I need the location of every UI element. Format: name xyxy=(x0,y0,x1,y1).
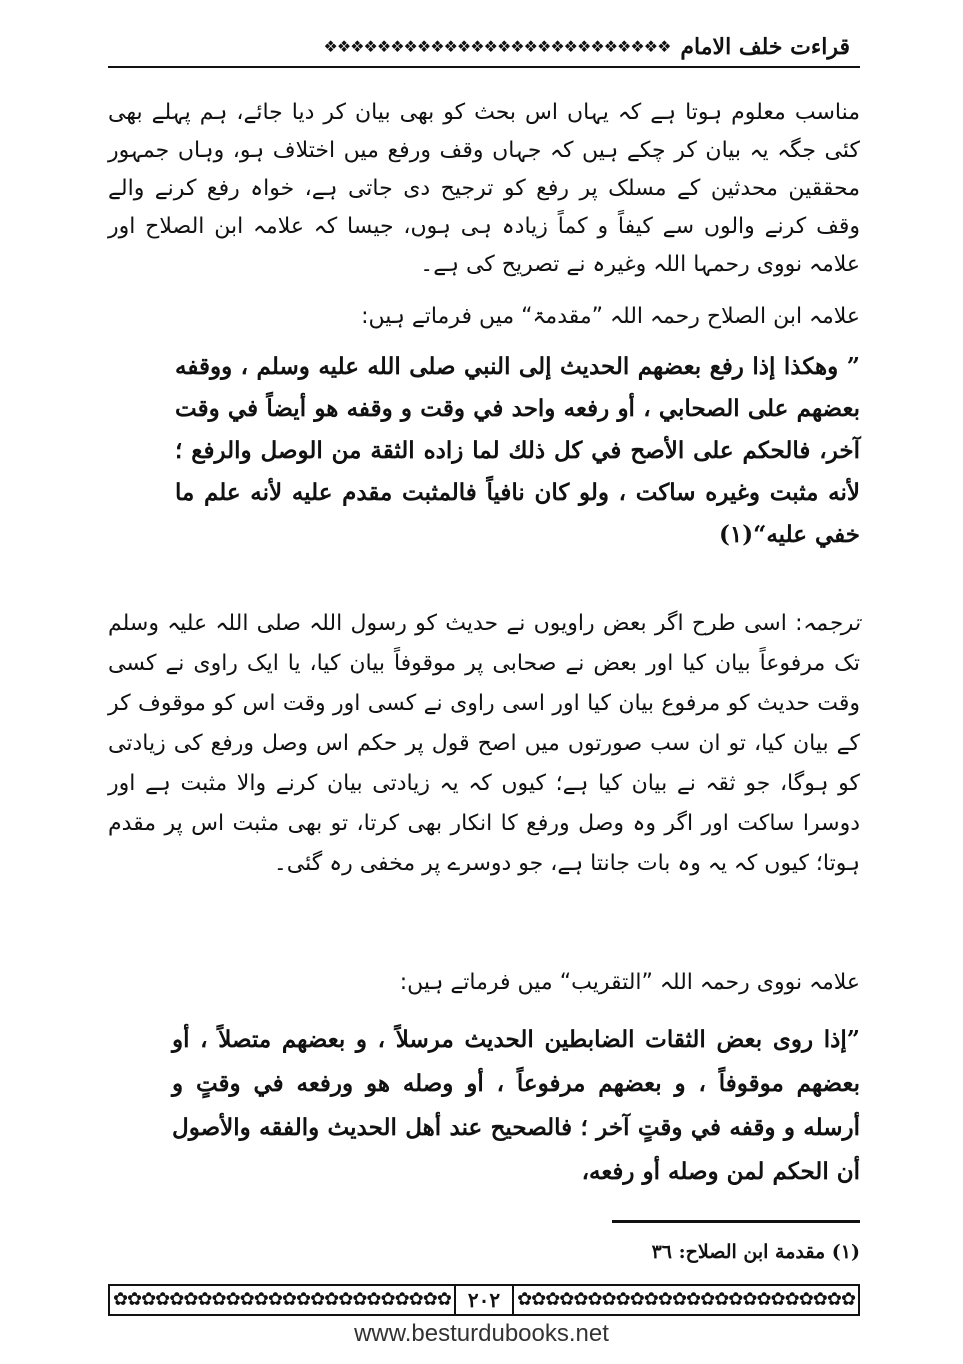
running-title: قراءت خلف الامام xyxy=(680,34,850,60)
watermark-url: www.besturdubooks.net xyxy=(354,1320,609,1347)
heading-nawawi: علامہ نووی رحمہ اللہ ”التقریب“ میں فرماتے ہیں: xyxy=(399,970,860,995)
page-number: ٢٠٢ xyxy=(454,1286,514,1314)
intro-paragraph: مناسب معلوم ہوتا ہے کہ یہاں اس بحث کو بھی بیان کر دیا جائے، ہم پہلے بھی کئی جگہ یہ بیان کر چکے ہیں کہ جہاں وقف ورفع میں اختلاف ہو، وہاں جمہور محققین محدثین کے مسلک پر رفع کو ترجیح دی جاتی ہے، خواہ رفع کرنے والے وقف کرنے والوں سے کیفاً و کماً زیادہ ہی ہوں، جیسا کہ علامہ ابن الصلاح اور علامہ نووی رحمہا اللہ وغیرہ نے تصریح کی ہے۔ xyxy=(108,100,860,277)
translation-label: ترجمہ xyxy=(802,611,860,636)
footnote-rule xyxy=(612,1220,860,1223)
header-ornament-right: ❖❖❖❖❖❖❖❖❖❖❖❖❖❖❖❖❖❖❖❖❖❖❖❖❖❖ xyxy=(323,38,671,56)
footer-ornament-right: ✿✿✿✿✿✿✿✿✿✿✿✿✿✿✿✿✿✿✿✿✿✿✿✿ xyxy=(517,1289,856,1310)
arabic-quote-taqrib: ”إذا روى بعض الثقات الضابطين الحديث مرسلاً ، و بعضهم متصلاً ، أو بعضهم موقوفاً ، و بعضهم مرفوعاً ، أو وصله هو ورفعه في وقتٍ و أرسله و وقفه في وقتٍ آخر ؛ فالصحيح عند أهل الحديث والفقه والأصول أن الحكم لمن وصله أو رفعه، xyxy=(172,1026,860,1185)
page-footer xyxy=(108,1284,860,1316)
arabic-quote-muqaddima: ” وهكذا إذا رفع بعضهم الحديث إلى النبي صلى الله عليه وسلم ، ووقفه بعضهم على الصحابي ، أو رفعه واحد في وقت و وقفه هو أيضاً في وقت آخر، فالحكم على الأصح في كل ذلك لما زاده الثقة من الوصل والرفع ؛ لأنه مثبت وغيره ساكت ، ولو كان نافياً فالمثبت مقدم عليه لأنه علم ما خفي عليه“(١) xyxy=(175,353,860,548)
footer-ornament-left: ✿✿✿✿✿✿✿✿✿✿✿✿✿✿✿✿✿✿✿✿✿✿✿✿ xyxy=(112,1289,451,1310)
translation-text: : اسی طرح اگر بعض راویوں نے حدیث کو رسول اللہ صلی اللہ علیہ وسلم تک مرفوعاً بیان کیا اور بعض نے صحابی پر موقوفاً بیان کیا، یا ایک راوی نے کسی وقت حدیث کو مرفوع بیان کیا اور اسی راوی نے کسی اور وقت اس کو موقوف کر کے بیان کیا، تو ان سب صورتوں میں اصح قول پر حکم اس وصل ورفع کی زیادتی کو ہوگا، جو ثقہ نے بیان کیا ہے؛ کیوں کہ یہ زیادتی بیان کرنے والا مثبت ہے اور دوسرا ساکت اور اگر وہ وصل ورفع کا انکار بھی کرتا، تو بھی مثبت اس پر مقدم ہوتا؛ کیوں کہ یہ وہ بات جانتا ہے، جو دوسرے پر مخفی رہ گئی۔ xyxy=(108,611,860,876)
page-header xyxy=(108,30,860,64)
header-rule xyxy=(108,66,860,68)
footnote: (١) مقدمة ابن الصلاح: ٣٦ xyxy=(651,1241,860,1263)
translation-paragraph xyxy=(108,604,860,884)
heading-ibn-salah: علامہ ابن الصلاح رحمہ اللہ ”مقدمۃ“ میں فرماتے ہیں: xyxy=(361,304,860,329)
